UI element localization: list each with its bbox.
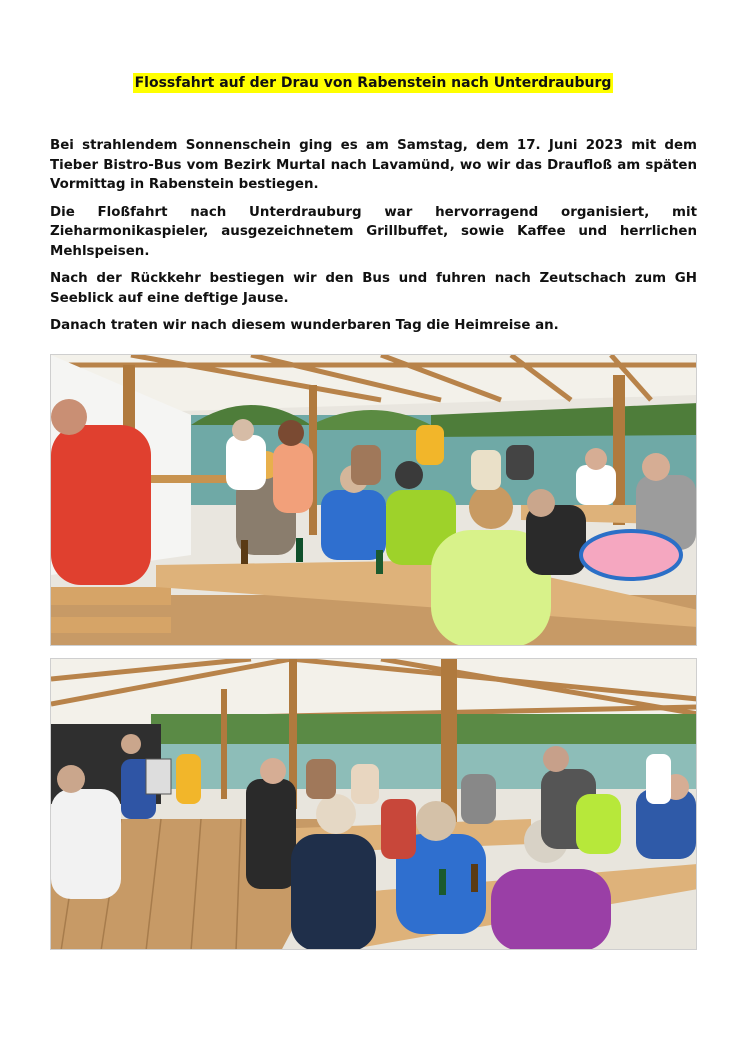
- title-container: [0, 72, 746, 93]
- raft-photo-2-illustration: [51, 659, 697, 950]
- raft-photo-1-illustration: [51, 355, 697, 646]
- raft-photo-2: [50, 658, 697, 950]
- paragraph-2: Die Floßfahrt nach Unterdrauburg war hervorragend organisiert, mit Zieharmonikaspieler, ausgezeichnetem Grillbuffet, sowie Kaffee und herrlichen Mehlspeisen.: [50, 204, 697, 259]
- paragraph-1: Bei strahlendem Sonnenschein ging es am Samstag, dem 17. Juni 2023 mit dem Tieber Bistro-Bus vom Bezirk Murtal nach Lavamünd, wo wir das Draufloß am späten Vormittag in Rabenstein bestiegen.: [50, 138, 697, 192]
- paragraph-3: Nach der Rückkehr bestiegen wir den Bus und fuhren nach Zeutschach zum GH Seeblick auf eine deftige Jause.: [50, 271, 697, 306]
- page-title: Flossfahrt auf der Drau von Rabenstein nach Unterdrauburg: [134, 75, 612, 91]
- paragraph-4: Danach traten wir nach diesem wunderbaren Tag die Heimreise an.: [50, 318, 559, 333]
- article-body: [50, 136, 697, 344]
- raft-photo-1: [50, 354, 697, 646]
